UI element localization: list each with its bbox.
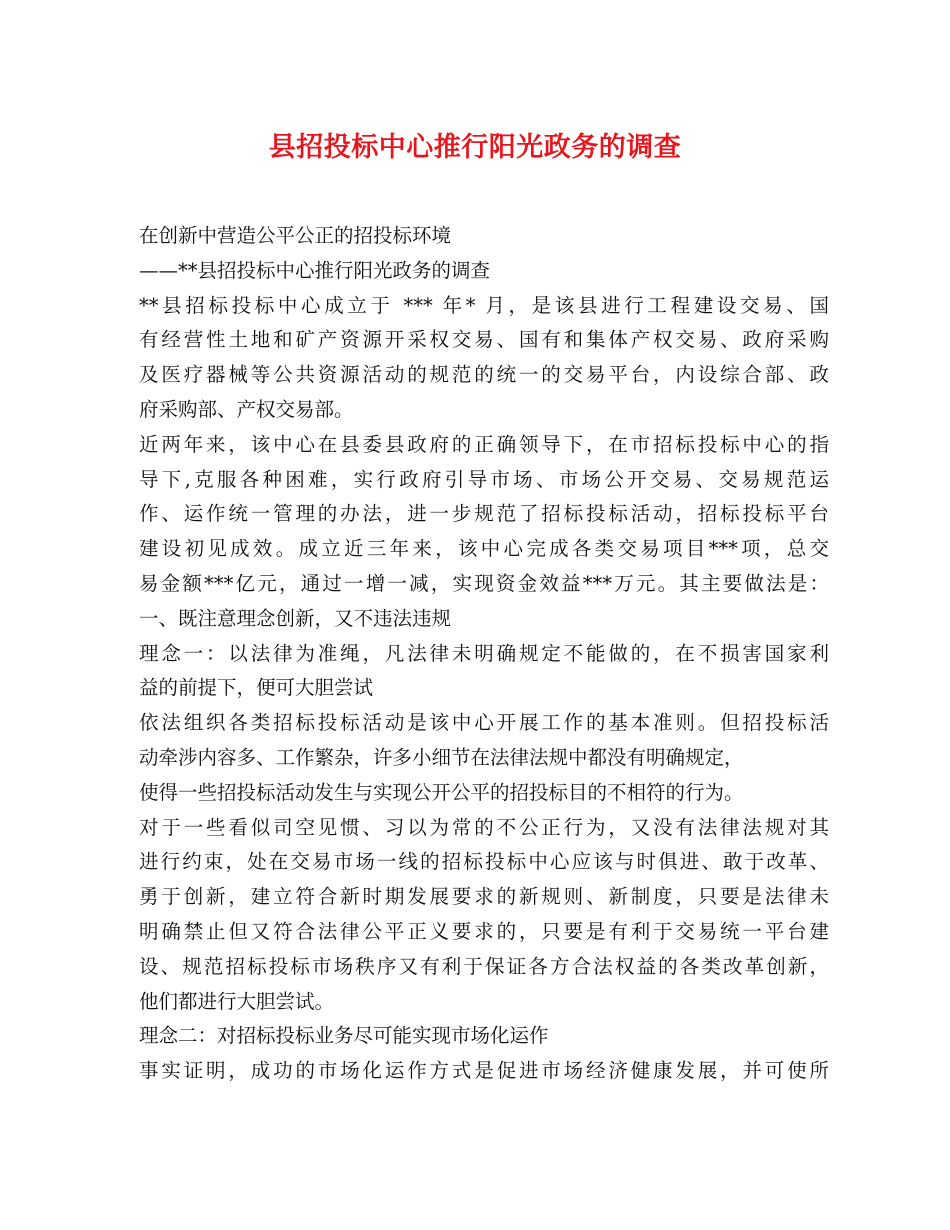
- document-title: 县招投标中心推行阳光政务的调查: [268, 132, 682, 163]
- body-line: 明确禁止但又符合法律公平正义要求的，只要是有利于交易统一平台建: [139, 919, 829, 943]
- body-line: 近两年来，该中心在县委县政府的正确领导下，在市招标投标中心的指: [139, 432, 829, 456]
- body-line: 动牵涉内容多、工作繁杂，许多小细节在法律法规中都没有明确规定，: [139, 745, 744, 769]
- body-line: 导下,克服各种困难，实行政府引导市场、市场公开交易、交易规范运: [139, 467, 829, 491]
- body-line: 对于一些看似司空见惯、习以为常的不公正行为，又没有法律法规对其: [139, 815, 829, 839]
- body-line: 有经营性土地和矿产资源开采权交易、国有和集体产权交易、政府采购: [139, 328, 829, 352]
- body-line: 使得一些招投标活动发生与实现公开公平的招投标目的不相符的行为。: [139, 780, 744, 804]
- body-line: 勇于创新，建立符合新时期发展要求的新规则、新制度，只要是法律未: [139, 885, 829, 909]
- document-body: [139, 219, 829, 1089]
- body-line: 易金额***亿元，通过一增一减，实现资金效益***万元。其主要做法是：: [139, 571, 829, 595]
- body-line: 事实证明，成功的市场化运作方式是促进市场经济健康发展，并可使所: [139, 1059, 829, 1083]
- body-line: 一、既注意理念创新，又不违法违规: [139, 606, 452, 630]
- body-line: 理念二：对招标投标业务尽可能实现市场化运作: [139, 1024, 549, 1048]
- body-line: 他们都进行大胆尝试。: [139, 989, 335, 1013]
- body-line: 进行约束，处在交易市场一线的招标投标中心应该与时俱进、敢于改革、: [139, 850, 829, 874]
- body-line: 在创新中营造公平公正的招投标环境: [139, 224, 452, 247]
- body-line: 依法组织各类招标投标活动是该中心开展工作的基本准则。但招投标活: [139, 711, 829, 735]
- body-line: 设、规范招标投标市场秩序又有利于保证各方合法权益的各类改革创新，: [139, 954, 829, 978]
- body-line: 建设初见成效。成立近三年来，该中心完成各类交易项目***项，总交: [139, 537, 829, 561]
- body-line: 府采购部、产权交易部。: [139, 397, 354, 421]
- body-line: 及医疗器械等公共资源活动的规范的统一的交易平台，内设综合部、政: [139, 363, 829, 387]
- body-line: 作、运作统一管理的办法，进一步规范了招标投标活动，招标投标平台: [139, 502, 829, 526]
- body-line: ——**县招投标中心推行阳光政务的调查: [139, 258, 491, 282]
- body-line: 益的前提下，便可大胆尝试: [139, 676, 374, 700]
- body-line: **县招标投标中心成立于 *** 年* 月，是该县进行工程建设交易、国: [139, 293, 829, 317]
- body-line: 理念一：以法律为准绳，凡法律未明确规定不能做的，在不损害国家利: [139, 641, 829, 665]
